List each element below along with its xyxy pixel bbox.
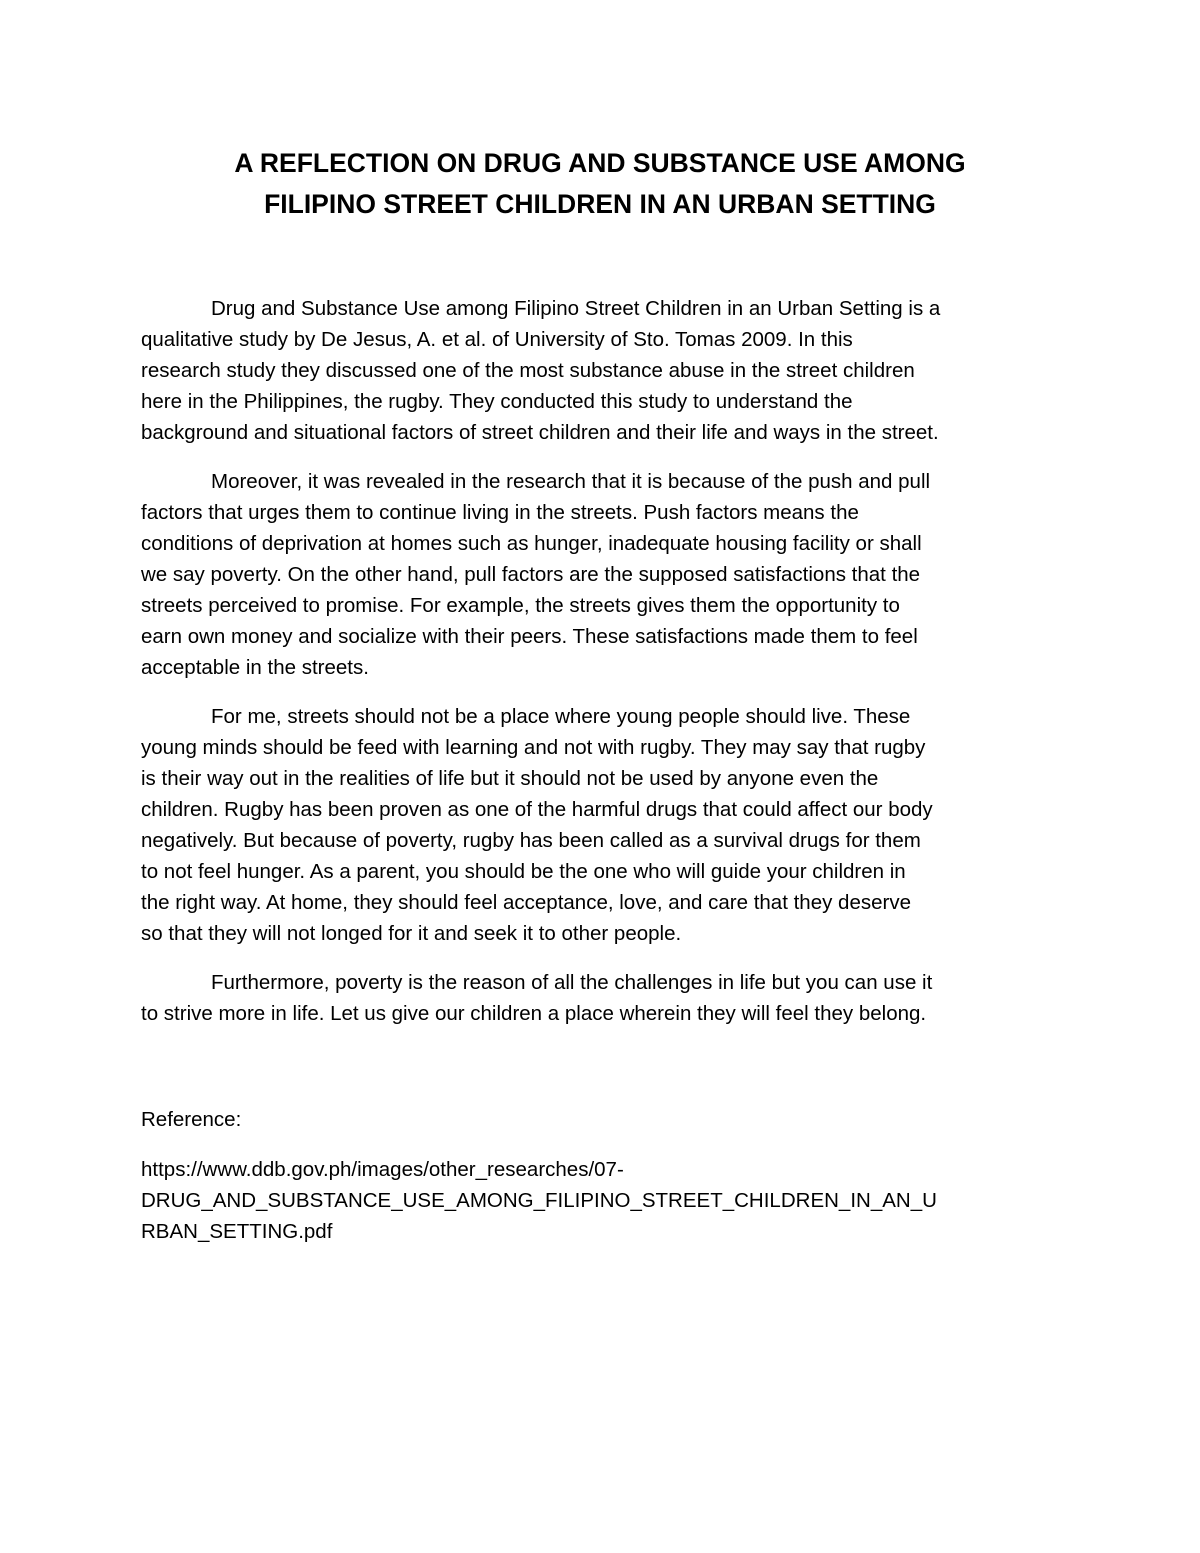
paragraph-line: so that they will not longed for it and seek it to other people. bbox=[141, 922, 682, 945]
paragraph-line: streets perceived to promise. For example, the streets gives them the opportunity to bbox=[141, 594, 900, 617]
paragraph-line: children. Rugby has been proven as one of the harmful drugs that could affect our body bbox=[141, 798, 933, 821]
reference-link[interactable] bbox=[141, 1154, 937, 1247]
paragraph-line: to strive more in life. Let us give our children a place wherein they will feel they belong. bbox=[141, 1002, 927, 1025]
paragraph-line: here in the Philippines, the rugby. They conducted this study to understand the bbox=[141, 390, 853, 413]
paragraph-3 bbox=[141, 701, 1071, 949]
paragraph-line: earn own money and socialize with their peers. These satisfactions made them to feel bbox=[141, 625, 918, 648]
document-title bbox=[120, 143, 1080, 225]
paragraph-line: background and situational factors of street children and their life and ways in the street. bbox=[141, 421, 939, 444]
paragraph-line: young minds should be feed with learning and not with rugby. They may say that rugby bbox=[141, 736, 926, 759]
document-body bbox=[141, 293, 1071, 1047]
paragraph-line: negatively. But because of poverty, rugby has been called as a survival drugs for them bbox=[141, 829, 921, 852]
paragraph-1 bbox=[141, 293, 1071, 448]
paragraph-line: acceptable in the streets. bbox=[141, 656, 369, 679]
paragraph-line: to not feel hunger. As a parent, you should be the one who will guide your children in bbox=[141, 860, 906, 883]
paragraph-line: Furthermore, poverty is the reason of all the challenges in life but you can use it bbox=[211, 971, 933, 994]
paragraph-line: qualitative study by De Jesus, A. et al. of University of Sto. Tomas 2009. In this bbox=[141, 328, 853, 351]
reference-label: Reference: bbox=[141, 1108, 242, 1131]
paragraph-line: research study they discussed one of the most substance abuse in the street children bbox=[141, 359, 915, 382]
paragraph-line: the right way. At home, they should feel acceptance, love, and care that they deserve bbox=[141, 891, 911, 914]
paragraph-line: we say poverty. On the other hand, pull factors are the supposed satisfactions that the bbox=[141, 563, 921, 586]
paragraph-line: Moreover, it was revealed in the research that it is because of the push and pull bbox=[211, 470, 931, 493]
paragraph-line: conditions of deprivation at homes such as hunger, inadequate housing facility or shall bbox=[141, 532, 922, 555]
title-line: FILIPINO STREET CHILDREN IN AN URBAN SETTING bbox=[264, 189, 936, 219]
title-line: A REFLECTION ON DRUG AND SUBSTANCE USE AMONG bbox=[234, 148, 966, 178]
paragraph-4 bbox=[141, 967, 1071, 1029]
paragraph-line: Drug and Substance Use among Filipino Street Children in an Urban Setting is a bbox=[211, 297, 941, 320]
paragraph-line: For me, streets should not be a place where young people should live. These bbox=[211, 705, 911, 728]
reference-url-line: RBAN_SETTING.pdf bbox=[141, 1220, 333, 1243]
reference-url-line: https://www.ddb.gov.ph/images/other_researches/07- bbox=[141, 1158, 624, 1181]
paragraph-line: factors that urges them to continue living in the streets. Push factors means the bbox=[141, 501, 859, 524]
paragraph-2 bbox=[141, 466, 1071, 683]
reference-url-line: DRUG_AND_SUBSTANCE_USE_AMONG_FILIPINO_STREET_CHILDREN_IN_AN_U bbox=[141, 1189, 937, 1212]
paragraph-line: is their way out in the realities of life but it should not be used by anyone even the bbox=[141, 767, 879, 790]
